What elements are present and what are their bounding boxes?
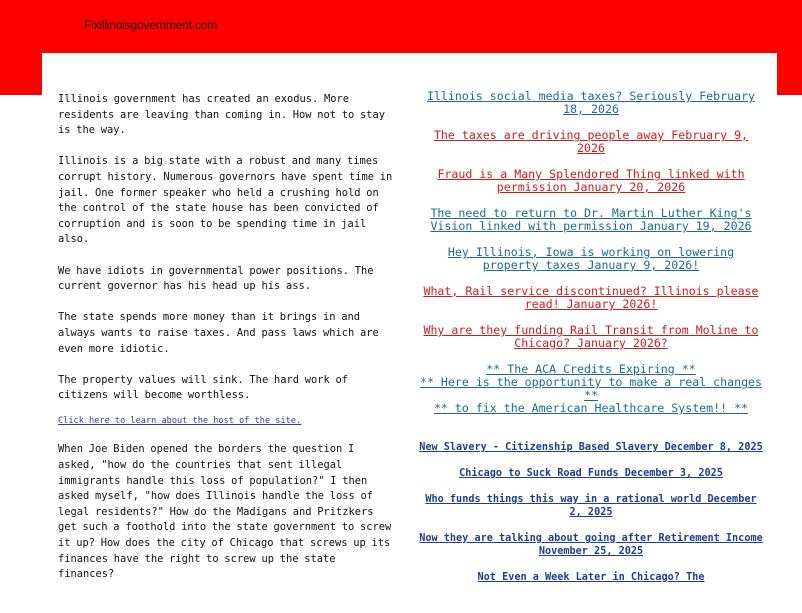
governor-paragraph: We have idiots in governmental power positions. The current governor has his head up his ass.	[58, 264, 374, 293]
site-title[interactable]: Fixillinoisgovernment.com	[84, 18, 218, 32]
article-link-retirement-income[interactable]: Now they are talking about going after Retirement Income November 25, 2025	[419, 533, 763, 557]
article-link-iowa-property-taxes[interactable]: Hey Illinois, Iowa is working on lowering property taxes January 9, 2026!	[447, 245, 735, 272]
aca-link-line[interactable]: ** Here is the opportunity to make a real changes **	[419, 375, 763, 402]
article-link-mlk-vision[interactable]: The need to return to Dr. Martin Luther King's Vision linked with permission January 19, 2026	[430, 206, 752, 233]
article-link-fraud[interactable]: Fraud is a Many Splendored Thing linked with permission January 20, 2026	[437, 167, 745, 194]
article-link-rail-service[interactable]: What, Rail service discontinued? Illinois please read! January 2026!	[423, 284, 759, 311]
article-link-who-funds[interactable]: Who funds things this way in a rational world December 2, 2025	[425, 494, 757, 518]
intro-paragraph: Illinois government has created an exodus. More residents are leaving than coming in. How not to stay is the way.	[58, 93, 386, 137]
article-link-list	[418, 90, 764, 597]
article-link-social-media-taxes[interactable]: Illinois social media taxes? Seriously February 18, 2026	[426, 89, 756, 116]
left-column	[58, 92, 394, 598]
aca-link-line[interactable]: ** The ACA Credits Expiring **	[486, 362, 696, 376]
article-link-partial[interactable]: Not Even a Week Later in Chicago? The	[477, 572, 705, 583]
article-link-road-funds[interactable]: Chicago to Suck Road Funds December 3, 2025	[459, 468, 723, 479]
host-link[interactable]: Click here to learn about the host of the site.	[58, 416, 302, 427]
article-link-rail-transit-moline[interactable]: Why are they funding Rail Transit from Moline to Chicago? January 2026?	[423, 323, 759, 350]
spending-paragraph: The state spends more money than it brings in and always wants to raise taxes. And pass laws which are even more idiotic.	[58, 311, 379, 355]
aca-link-block	[418, 363, 764, 415]
article-link-new-slavery[interactable]: New Slavery - Citizenship Based Slavery December 8, 2025	[419, 442, 763, 453]
article-link-taxes-driving-people[interactable]: The taxes are driving people away February 9, 2026	[433, 128, 749, 155]
history-paragraph: Illinois is a big state with a robust and many times corrupt history. Numerous governors have spent time in jail. One former speaker who held a crushing hold on the control of the state house has been convicted of corruption and is soon to be spending time in jail also.	[58, 155, 393, 246]
borders-paragraph: When Joe Biden opened the borders the question I asked, "how do the countries that sent illegal immigrants handle this loss of population?" I then asked myself, "how does Illinois handle the loss of legal residents?" How do the Madigans and Pritzkers get such a foothold into the state government to screw it up? How does the city of Chicago that screws up its finances have the right to screw up the state finances?	[58, 443, 392, 581]
property-paragraph: The property values will sink. The hard work of citizens will become worthless.	[58, 373, 349, 402]
aca-link-line[interactable]: ** to fix the American Healthcare System!! **	[433, 401, 749, 415]
